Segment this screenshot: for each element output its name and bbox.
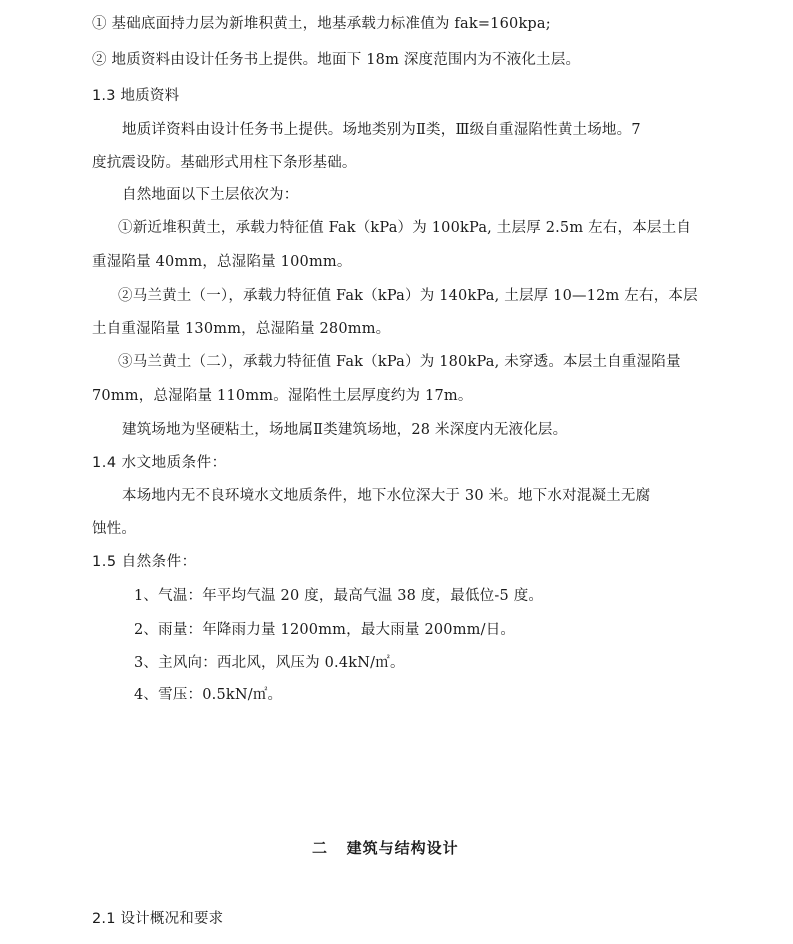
paragraph-line: ② 地质资料由设计任务书上提供。地面下 18m 深度范围内为不液化土层。 bbox=[92, 52, 581, 68]
paragraph-line: 本场地内无不良环境水文地质条件，地下水位深大于 30 米。地下水对混凝土无腐 bbox=[122, 488, 651, 504]
section-heading: 1.5 自然条件： bbox=[92, 554, 197, 570]
paragraph-line: ①新近堆积黄土，承载力特征值 Fak（kPa）为 100kPa, 土层厚 2.5m 左右，本层土自 bbox=[118, 220, 692, 236]
section-heading: 1.3 地质资料 bbox=[92, 88, 180, 104]
paragraph-line: 地质详资料由设计任务书上提供。场地类别为Ⅱ类，Ⅲ级自重湿陷性黄土场地。7 bbox=[122, 122, 641, 138]
paragraph-line: 建筑场地为坚硬粘土，场地属Ⅱ类建筑场地，28 米深度内无液化层。 bbox=[122, 422, 568, 438]
paragraph-line: 度抗震设防。基础形式用柱下条形基础。 bbox=[92, 155, 357, 171]
section-heading: 2.1 设计概况和要求 bbox=[92, 911, 224, 927]
list-item: 2、雨量：年降雨力量 1200mm，最大雨量 200mm/日。 bbox=[134, 622, 516, 638]
paragraph-line: 土自重湿陷量 130mm，总湿陷量 280mm。 bbox=[92, 321, 391, 337]
paragraph-line: 自然地面以下土层依次为： bbox=[122, 187, 299, 203]
chapter-title: 二 建筑与结构设计 bbox=[312, 839, 459, 857]
list-item: 4、雪压：0.5kN/㎡。 bbox=[134, 687, 283, 703]
paragraph-line: 70mm，总湿陷量 110mm。湿陷性土层厚度约为 17m。 bbox=[92, 388, 473, 404]
paragraph-line: ③马兰黄土（二），承载力特征值 Fak（kPa）为 180kPa, 未穿透。本层土自重湿陷量 bbox=[118, 354, 681, 370]
paragraph-line: ① 基础底面持力层为新堆积黄土，地基承载力标准值为 fak=160kpa; bbox=[92, 16, 551, 32]
list-item: 1、气温：年平均气温 20 度，最高气温 38 度，最低位-5 度。 bbox=[134, 588, 544, 604]
paragraph-line: 重湿陷量 40mm，总湿陷量 100mm。 bbox=[92, 254, 352, 270]
section-heading: 1.4 水文地质条件： bbox=[92, 455, 227, 471]
list-item: 3、主风向：西北风，风压为 0.4kN/㎡。 bbox=[134, 655, 405, 671]
paragraph-line: ②马兰黄土（一），承载力特征值 Fak（kPa）为 140kPa, 土层厚 10—12m 左右，本层 bbox=[118, 288, 698, 304]
paragraph-line: 蚀性。 bbox=[92, 521, 137, 537]
